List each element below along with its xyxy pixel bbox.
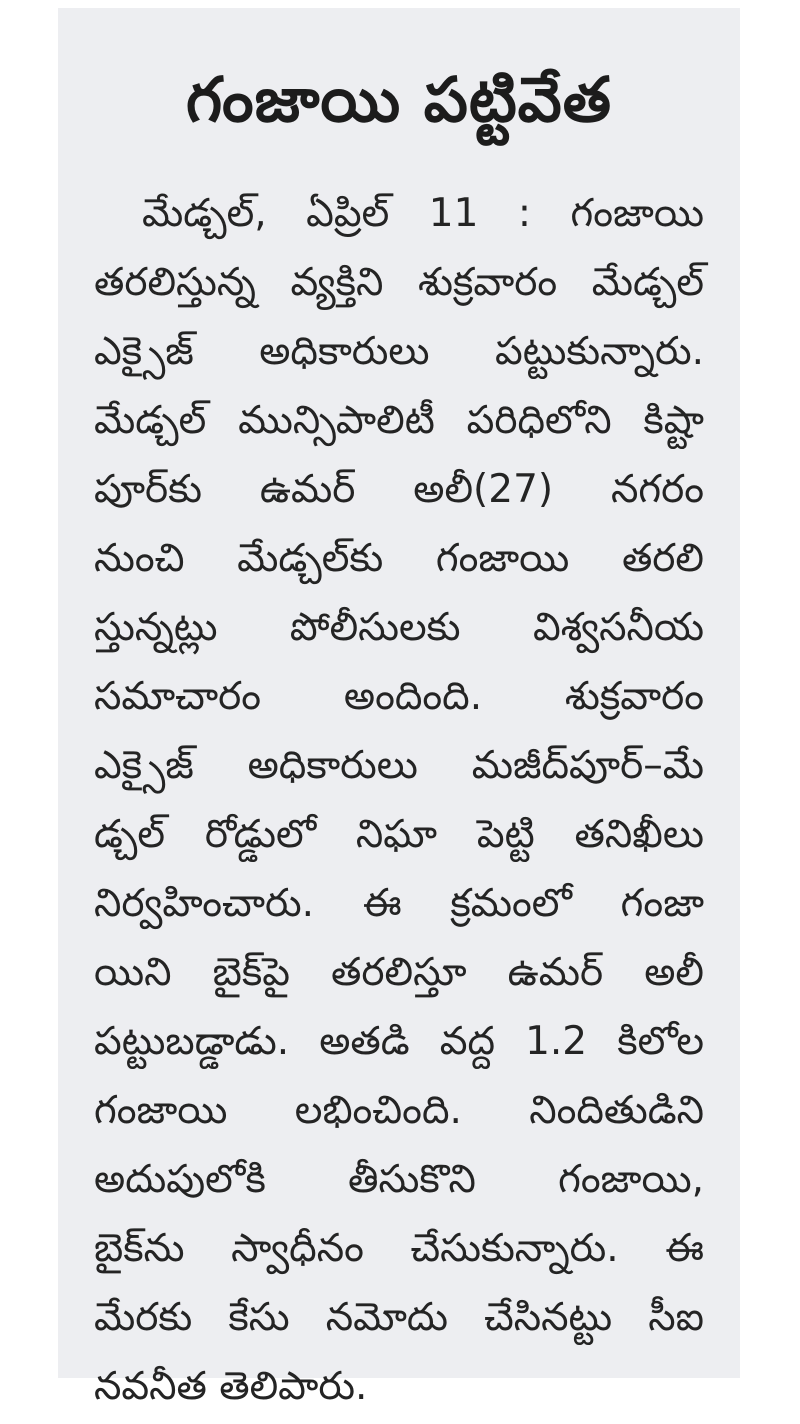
article-line: గంజాయి లభించింది. నిందితుడిని: [94, 1088, 704, 1133]
article-line: యిని బైక్‌పై తరలిస్తూ ఉమర్ అలీ: [94, 950, 704, 995]
article-line: నవనీత తెలిపారు.: [94, 1364, 368, 1409]
article-line: బైక్‌ను స్వాధీనం చేసుకున్నారు. ఈ: [94, 1226, 704, 1271]
article-headline: గంజాయి పట్టివేత: [185, 63, 612, 136]
article-line: మేడ్చల్ మున్సిపాలిటీ పరిధిలోని కిష్టా: [94, 398, 704, 443]
article-body: [94, 182, 704, 1424]
article-line: స్తున్నట్లు పోలీసులకు విశ్వసనీయ: [94, 605, 704, 650]
article-line: పట్టుబడ్డాడు. అతడి వద్ద 1.2 కిలోల: [94, 1019, 704, 1064]
article-line: నిర్వహించారు. ఈ క్రమంలో గంజా: [94, 881, 704, 926]
article-line: డ్చల్ రోడ్డులో నిఘా పెట్టి తనిఖీలు: [94, 812, 704, 857]
article-line: తరలిస్తున్న వ్యక్తిని శుక్రవారం మేడ్చల్: [94, 260, 704, 305]
article-line: మేడ్చల్, ఏప్రిల్ 11 : గంజాయి: [142, 191, 704, 236]
article-line: మేరకు కేసు నమోదు చేసినట్టు సీఐ: [94, 1295, 704, 1340]
article-line: సమాచారం అందింది. శుక్రవారం: [94, 674, 704, 719]
article-line: నుంచి మేడ్చల్‌కు గంజాయి తరలి: [94, 536, 704, 581]
article-line: పూర్‌కు ఉమర్ అలీ(27) నగరం: [94, 467, 704, 512]
article-line: అదుపులోకి తీసుకొని గంజాయి,: [94, 1157, 704, 1202]
article-line: ఎక్సైజ్ అధికారులు పట్టుకున్నారు.: [94, 329, 704, 374]
newspaper-clipping: [58, 8, 740, 1409]
article-line: ఎక్సైజ్ అధికారులు మజీద్‌పూర్–మే: [94, 743, 704, 788]
